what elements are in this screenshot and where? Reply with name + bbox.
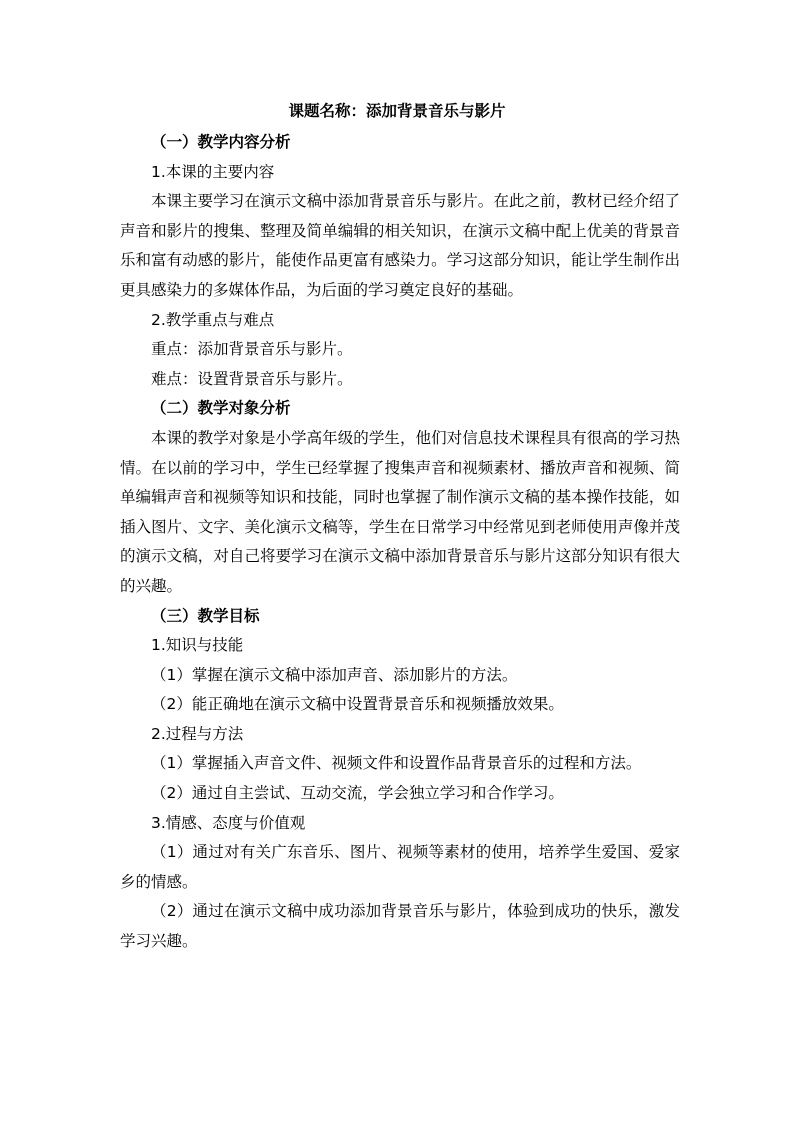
paragraph-objective-2-2: （2）通过自主尝试、互动交流，学会独立学习和合作学习。	[151, 784, 564, 803]
subheading-main-content: 1.本课的主要内容	[151, 162, 275, 181]
paragraph-difficulty: 难点：设置背景音乐与影片。	[151, 369, 353, 388]
document-title: 课题名称：添加背景音乐与影片	[288, 102, 506, 120]
document-body	[120, 128, 680, 957]
section-heading-objectives: （三）教学目标	[151, 606, 260, 625]
subheading-emotion-values: 3.情感、态度与价值观	[151, 813, 306, 832]
paragraph-main-content: 本课主要学习在演示文稿中添加背景音乐与影片。在此之前，教材已经介绍了声音和影片的搜集、整理及简单编辑的相关知识，在演示文稿中配上优美的背景音乐和富有动感的影片，能使作品更富有感染力。学习这部分知识，能让学生制作出更具感染力的多媒体作品，为后面的学习奠定良好的基础。	[120, 192, 680, 299]
paragraph-objective-3-2: （2）通过在演示文稿中成功添加背景音乐与影片，体验到成功的快乐，激发学习兴趣。	[120, 902, 680, 951]
paragraph-objective-2-1: （1）掌握插入声音文件、视频文件和设置作品背景音乐的过程和方法。	[151, 754, 642, 773]
paragraph-key-point: 重点：添加背景音乐与影片。	[151, 340, 353, 359]
subheading-process-methods: 2.过程与方法	[151, 724, 244, 743]
paragraph-audience: 本课的教学对象是小学高年级的学生，他们对信息技术课程具有很高的学习热情。在以前的学习中，学生已经掌握了搜集声音和视频素材、播放声音和视频、简单编辑声音和视频等知识和技能，同时也掌握了制作演示文稿的基本操作技能，如插入图片、文字、美化演示文稿等，学生在日常学习中经常见到老师使用声像并茂的演示文稿，对自己将要学习在演示文稿中添加背景音乐与影片这部分知识有很大的兴趣。	[120, 428, 680, 595]
paragraph-objective-1-2: （2）能正确地在演示文稿中设置背景音乐和视频播放效果。	[151, 695, 564, 714]
paragraph-objective-1-1: （1）掌握在演示文稿中添加声音、添加影片的方法。	[151, 665, 518, 684]
paragraph-objective-3-1: （1）通过对有关广东音乐、图片、视频等素材的使用，培养学生爱国、爱家乡的情感。	[120, 843, 680, 891]
section-heading-audience-analysis: （二）教学对象分析	[151, 399, 291, 418]
subheading-key-points: 2.教学重点与难点	[151, 310, 275, 329]
section-heading-content-analysis: （一）教学内容分析	[151, 133, 291, 151]
subheading-knowledge-skills: 1.知识与技能	[151, 636, 244, 655]
